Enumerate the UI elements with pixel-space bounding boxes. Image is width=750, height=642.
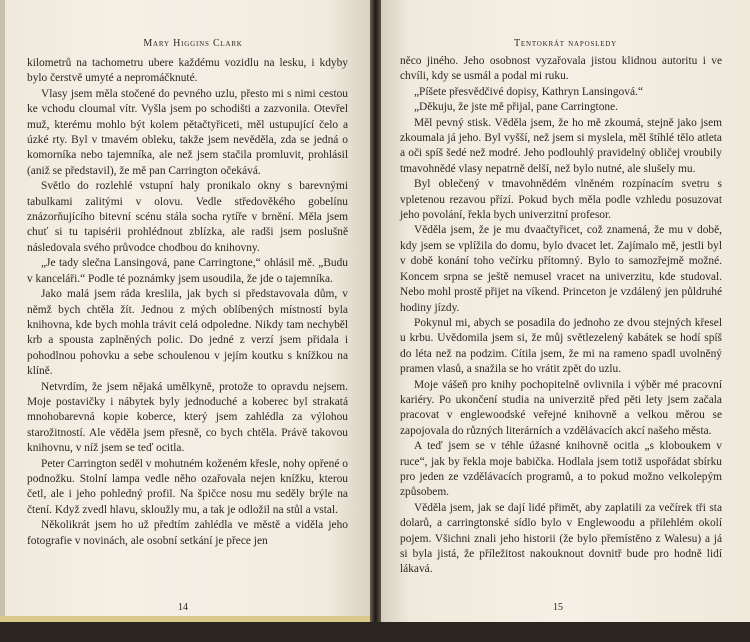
paragraph: Světlo do rozlehlé vstupní haly pronikalo okny s barevnými tabulkami zalitými v olovu. Vedle středověkého gobelínu znázorňujícího bitevní scénu stála socha rytíře v brnění. Měla jsem chuť si tu tapisérii prohlédnout zblízka, ale radši jsem poslušně následovala svého průvodce chodbou do knihovny.	[27, 180, 348, 254]
paragraph: Vlasy jsem měla stočené do pevného uzlu, přesto mi s nimi cestou ke vchodu cloumal vítr. Vyšla jsem po schodišti a zazvonila. Otevřel muž, kterému mohlo být kolem pětačtyřiceti, měl ustupující čelo a úzké rty. Byl v tmavém obleku, takže jsem nevěděla, zda se jedná o komorníka nebo tajemníka, ale než jsem stačila promluvit, prohlásil (aniž se představil), že mě pan Carrington očekává.	[27, 87, 348, 177]
paragraph: Věděla jsem, jak se dají lidé přimět, aby zaplatili za večírek tři sta dolarů, a carringtonské sídlo bylo v Englewoodu a přilehlém okolí pojem. Všichni znali jeho historii (že bylo přemístěno z Walesu) a já si byla jistá, že příležitost nakouknout dovnitř bude pro hodně lidí lákavá.	[400, 501, 722, 576]
paragraph: Věděla jsem, že je mu dvaačtyřicet, což znamená, že mu v době, kdy jsem se vplížila do domu, bylo dvacet let. Zajímalo mě, jestli byl v době konání toho večírku přítomný. Bylo to samozřejmě možné. Koncem srpna se ještě nemusel vracet na univerzitu, kde studoval. Nebo mohl prostě přijet na víkend. Princeton je vzdálený jen půldruhé hodiny jízdy.	[400, 224, 722, 314]
paragraph: Netvrdím, že jsem nějaká umělkyně, protože to opravdu nejsem. Moje postavičky i nábytek byly jednoduché a koberec byl strakatá mnohobarevná kopie koberce, který jsem zahlédla za výlohou starožitností. Ale věděla jsem přesně, co bych chtěla. Právě takovou knihovnu, v níž jsem se teď ocitla.	[27, 380, 348, 455]
paragraph: A teď jsem se v téhle úžasné knihovně ocitla „s kloboukem v ruce“, jak by řekla moje babička. Hodlala jsem totiž uspořádat sbírku pro jeden ze vzdělávacích programů, a to pokud možno velkolepým způsobem.	[400, 440, 722, 499]
book-gutter	[370, 0, 381, 642]
page-number-right: 15	[553, 602, 563, 613]
paragraph: „Děkuju, že jste mě přijal, pane Carringtone.	[414, 101, 619, 114]
paragraph: Měl pevný stisk. Věděla jsem, že ho mě zkoumá, stejně jako jsem zkoumala já jeho. Byl vyšší, než jsem si myslela, měl štíhlé tělo atleta a oči spíš šedé než modré. Jeho podlouhlý pravidelný obličej vroubily tmavohnědé vlasy nepatrně delší, než bylo nutné, ale slušely mu.	[400, 116, 722, 175]
running-head-right: Tentokrát naposledy	[513, 38, 617, 49]
paragraph: kilometrů na tachometru ubere každému vozidlu na lesku, i kdyby bylo čerstvě umyté a nepromáčknuté.	[27, 57, 348, 85]
right-page	[381, 0, 750, 642]
paragraph: Byl oblečený v tmavohnědém vlněném rozpínacím svetru s vpletenou rezavou přízí. Pokud bych měla podle vzhledu posuzovat jeho povolání, řekla bych univerzitní profesor.	[400, 178, 722, 222]
background-band	[0, 622, 750, 642]
right-page-body	[400, 54, 722, 578]
paragraph: „Je tady slečna Lansingová, pane Carringtone,“ ohlásil mě. „Budu v kanceláři.“ Podle té poznámky jsem usoudila, že jde o tajemníka.	[27, 257, 348, 285]
paragraph: Moje vášeň pro knihy pochopitelně ovlivnila i výběr mé pracovní kariéry. Po ukončení studia na univerzitě před pěti lety jsem začala pracovat v englewoodské veřejné knihovně a velkou měrou se zapojovala do různých literárních a vzdělávacích akcí našeho města.	[400, 378, 722, 437]
paragraph: Peter Carrington seděl v mohutném koženém křesle, nohy opřené o podnožku. Stolní lampa vedle něho ozařovala nejen knížku, kterou četl, ale i jeho pohledný profil. Na špičce nosu mu seděly brýle na čtení. Když zvedl hlavu, skloužly mu, a tak je odložil na stůl a vstal.	[27, 457, 348, 516]
paragraph: „Píšete přesvědčivé dopisy, Kathryn Lansingová.“	[414, 85, 643, 98]
left-page-edge	[0, 0, 5, 642]
paragraph: Pokynul mi, abych se posadila do jednoho ze dvou stejných křesel u krbu. Uvědomila jsem si, že můj světlezelený kabátek se hodí spíš do léta než na podzim. Cítila jsem, že mi na rameno spadl uvolněný pramen vlasů, a snažila se ho vrátit zpět do uzlu.	[400, 316, 722, 376]
paragraph: Několikrát jsem ho už předtím zahlédla ve městě a viděla jeho fotografie v novinách, ale osobní setkání je přece jen	[27, 519, 348, 547]
running-head-left: Mary Higgins Clark	[143, 38, 243, 49]
paragraph: Jako malá jsem ráda kreslila, jak bych si představovala dům, v němž bych chtěla žít. Jednou z mých oblíbených místností byla knihovna, kde bych mohla trávit celá odpoledne. Nikdy tam nechyběl krb a spousta zaplněných polic. Do jedné z verzí jsem přidala i pohodlnou pohovku a sebe schoulenou v jejím koutku s knížkou na klíně.	[27, 288, 348, 378]
page-number-left: 14	[178, 602, 188, 613]
left-page	[0, 0, 370, 642]
paragraph: něco jiného. Jeho osobnost vyzařovala jistou klidnou autoritu i ve chvíli, kdy se usmál a podal mi ruku.	[400, 55, 722, 83]
left-page-body	[27, 56, 348, 549]
